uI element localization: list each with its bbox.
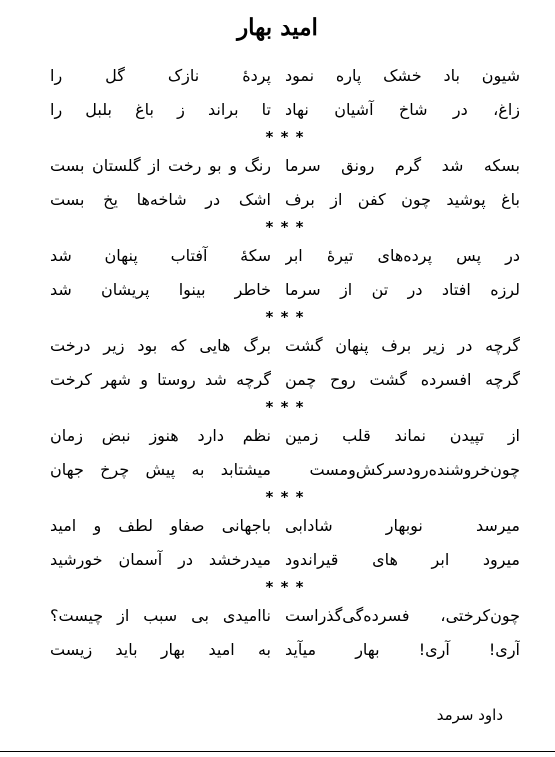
first-hemistich: چون‌کرختی، فسرده‌گی‌گذراست <box>285 605 520 625</box>
stanza <box>50 598 520 666</box>
first-hemistich: گرچه افسرده گشت روح چمن <box>285 369 520 389</box>
verse-line <box>50 58 520 92</box>
first-hemistich: آری! آری! بهار میآید <box>285 639 520 659</box>
verse-line <box>50 182 520 216</box>
second-hemistich: برگ هایی که بود زیر درخت <box>50 335 271 355</box>
stanza-separator: * * * <box>265 308 305 326</box>
stanza <box>50 328 520 396</box>
second-hemistich: ناامیدی بی سبب از چیست؟ <box>50 605 271 625</box>
second-hemistich: به امید بهار باید زیست <box>50 639 271 659</box>
verse-line <box>50 148 520 182</box>
poem-title: امید بهار <box>237 14 318 41</box>
stanza <box>50 58 520 126</box>
first-hemistich: بسکه شد گرم رونق سرما <box>285 155 520 175</box>
author-signature: داود سرمد <box>436 706 503 724</box>
stanza-separator: * * * <box>265 488 305 506</box>
second-hemistich: میدرخشد در آسمان خورشید <box>50 549 271 569</box>
verse-line <box>50 328 520 362</box>
first-hemistich: گرچه در زیر برف پنهان گشت <box>285 335 520 355</box>
stanza <box>50 148 520 216</box>
first-hemistich: میرسد نوبهار شادابی <box>285 515 520 535</box>
first-hemistich: میرود ابر های قیراندود <box>285 549 520 569</box>
poem-body <box>50 58 520 666</box>
verse-line <box>50 508 520 542</box>
second-hemistich: اشک در شاخه‌ها یخ بست <box>50 189 271 209</box>
first-hemistich: باغ پوشید چون کفن از برف <box>285 189 520 209</box>
second-hemistich: رنگ و بو رخت از گلستان بست <box>50 155 271 175</box>
stanza-separator: * * * <box>265 578 305 596</box>
second-hemistich: نظم دارد هنوز نبض زمان <box>50 425 271 445</box>
verse-line <box>50 272 520 306</box>
first-hemistich: زاغ، در شاخ آشیان نهاد <box>285 99 520 119</box>
second-hemistich: گرچه شد روستا و شهر کرخت <box>50 369 271 389</box>
first-hemistich: از تپیدن نماند قلب زمین <box>285 425 520 445</box>
stanza <box>50 238 520 306</box>
bottom-rule <box>0 751 555 752</box>
verse-line <box>50 362 520 396</box>
stanza-separator: * * * <box>265 398 305 416</box>
verse-line <box>50 92 520 126</box>
verse-line <box>50 632 520 666</box>
verse-line <box>50 238 520 272</box>
second-hemistich: پردهٔ نازک گل را <box>50 65 271 85</box>
stanza <box>50 418 520 486</box>
stanza-separator: * * * <box>265 218 305 236</box>
second-hemistich: باجهانی صفاو لطف و امید <box>50 515 271 535</box>
second-hemistich: سکهٔ آفتاب پنهان شد <box>50 245 271 265</box>
stanza <box>50 508 520 576</box>
first-hemistich: لرزه افتاد در تن از سرما <box>285 279 520 299</box>
second-hemistich: تا براند ز باغ بلبل را <box>50 99 271 119</box>
first-hemistich: در پس پرده‌های تیرهٔ ابر <box>285 245 520 265</box>
verse-line <box>50 452 520 486</box>
verse-line <box>50 598 520 632</box>
first-hemistich: شیون باد خشک پاره نمود <box>285 65 520 85</box>
stanza-separator: * * * <box>265 128 305 146</box>
second-hemistich: خاطر بینوا پریشان شد <box>50 279 271 299</box>
verse-line <box>50 542 520 576</box>
second-hemistich: میشتابد به پیش چرخ جهان <box>50 459 271 479</box>
verse-line <box>50 418 520 452</box>
first-hemistich: چون‌خروشنده‌رود‌سرکش‌ومست <box>309 459 520 479</box>
